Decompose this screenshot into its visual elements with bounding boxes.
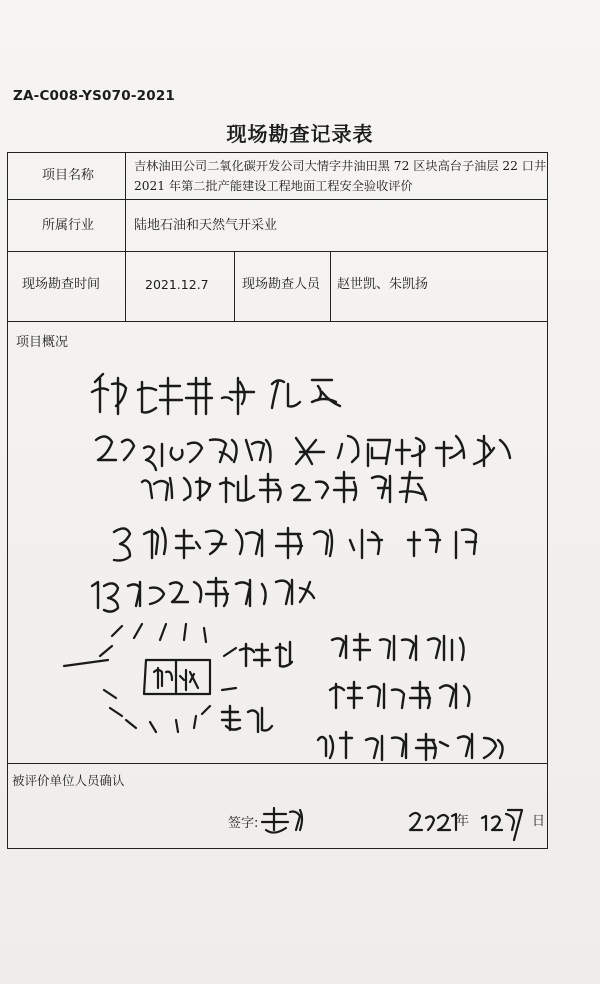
- industry-label: 所属行业: [42, 218, 95, 233]
- handwriting-line-3: [142, 472, 426, 502]
- handwriting-line-1: [92, 374, 340, 414]
- surveyor-label: 现场勘查人员: [242, 277, 321, 292]
- survey-time-value: 2021.12.7: [145, 277, 209, 292]
- signature-label: 签字:: [228, 816, 259, 831]
- date-year-unit: 年: [456, 814, 470, 829]
- handwriting-line-5: [92, 578, 314, 612]
- handwriting-line-2: [96, 436, 510, 470]
- document-code: ZA-C008-YS070-2021: [13, 88, 176, 104]
- handwriting-line-4: [114, 528, 476, 561]
- project-name-line-1: 吉林油田公司二氧化碳开发公司大情字井油田黑 72 区块高台子油层 22 口井: [134, 159, 547, 173]
- sketch-label-grassland: [222, 706, 272, 732]
- handwriting-right-notes: [318, 634, 503, 760]
- signature-ink: [262, 808, 302, 833]
- sketch-box: [144, 660, 210, 694]
- confirm-label: 被评价单位人员确认: [12, 773, 125, 788]
- surveyor-value: 赵世凯、朱凯扬: [337, 277, 429, 292]
- overview-label: 项目概况: [16, 335, 69, 350]
- date-day-unit: 日: [532, 814, 546, 829]
- industry-value: 陆地石油和天然气开采业: [134, 218, 278, 233]
- sketch-label-farmland: [240, 642, 292, 667]
- project-name-line-2: 2021 年第二批产能建设工程地面工程安全验收评价: [134, 179, 413, 193]
- survey-time-label: 现场勘查时间: [22, 277, 101, 292]
- project-name-label: 项目名称: [42, 168, 95, 183]
- page-title: 现场勘查记录表: [226, 122, 374, 146]
